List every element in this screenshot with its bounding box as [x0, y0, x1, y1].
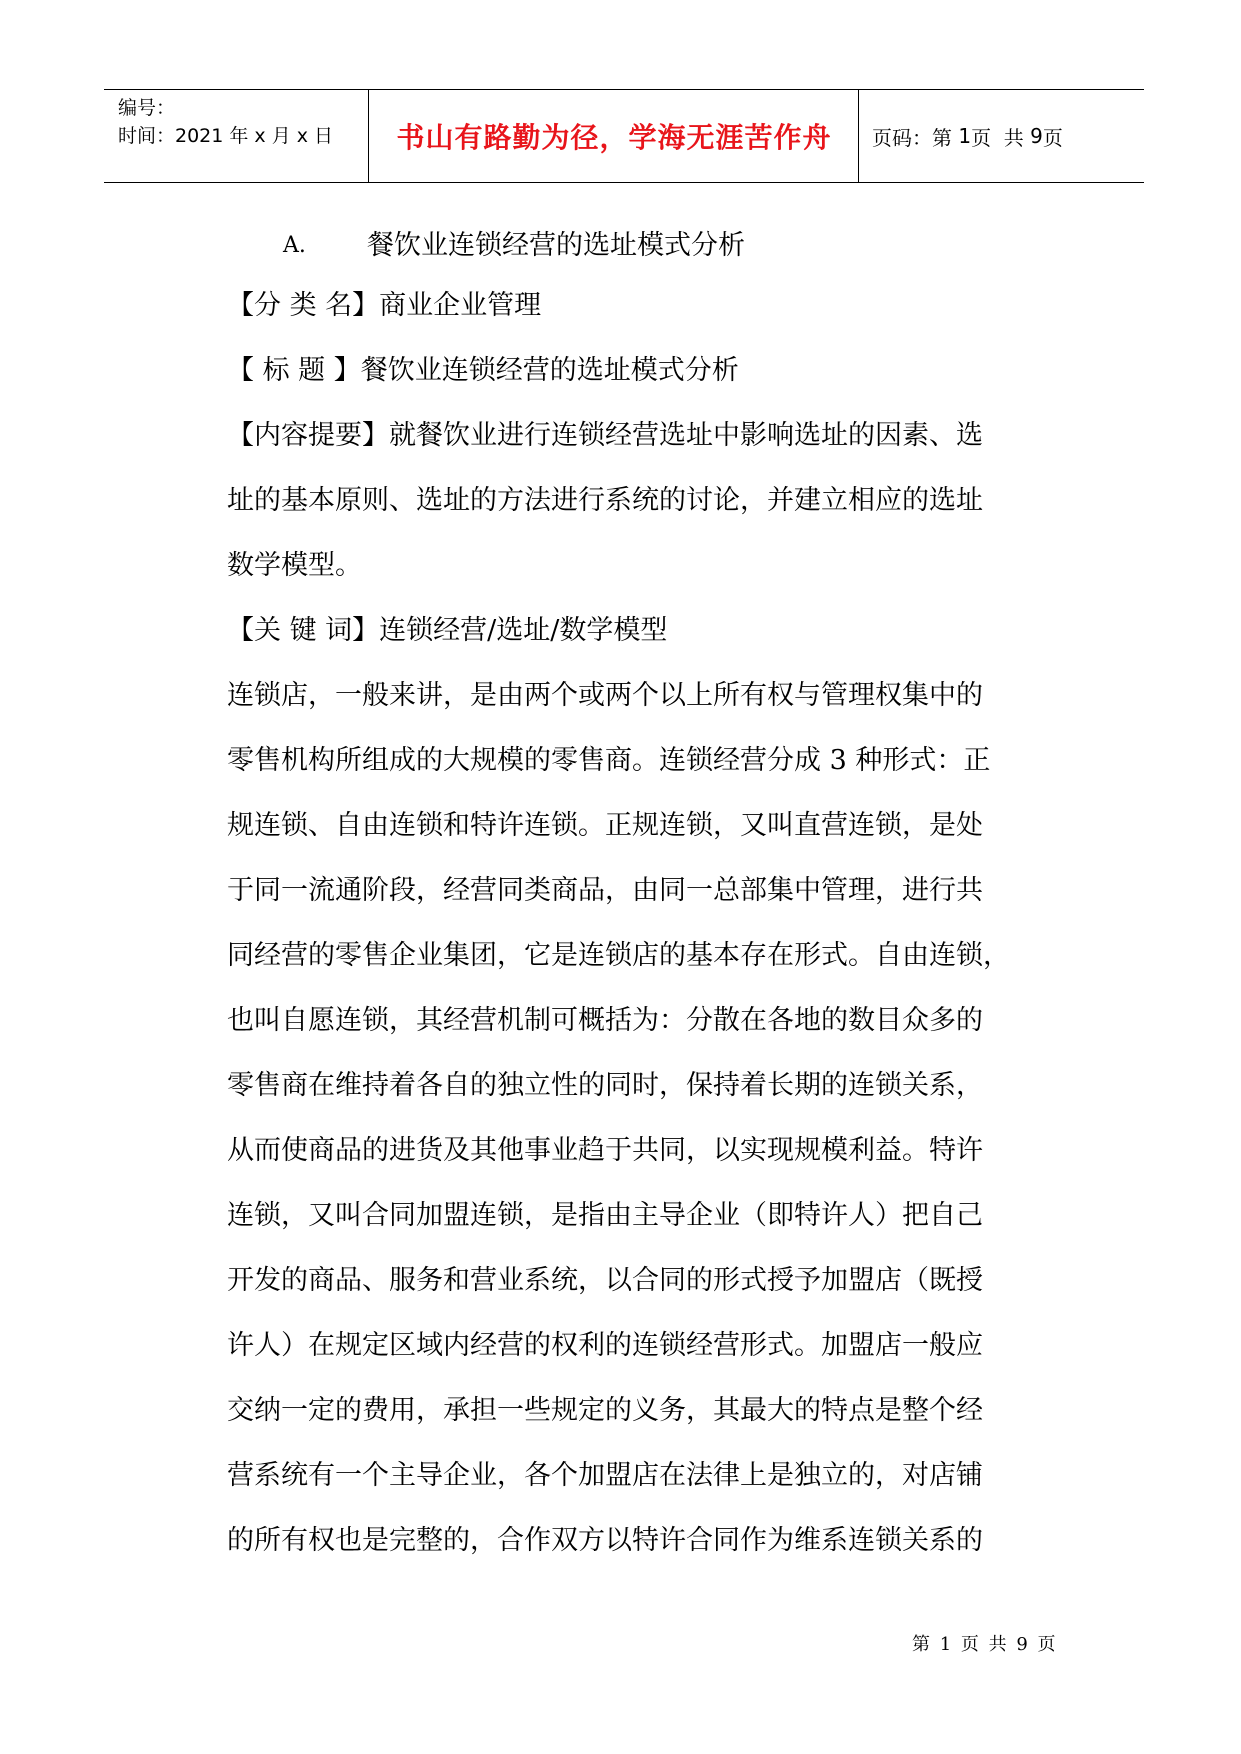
field-line: 【 标 题 】餐饮业连锁经营的选址模式分析	[227, 355, 739, 386]
field-line: 【分 类 名】商业企业管理	[227, 290, 542, 321]
document-title: 餐饮业连锁经营的选址模式分析	[367, 230, 745, 261]
header-page-info	[872, 90, 1140, 182]
page-number: 1	[958, 124, 972, 148]
body-line: 营系统有一个主导企业，各个加盟店在法律上是独立的，对店铺	[227, 1460, 983, 1491]
header-meta	[118, 94, 363, 150]
document-number-label: 编号：	[118, 97, 176, 119]
field-line: 【关 键 词】连锁经营/选址/数学模型	[227, 615, 668, 646]
body-line: 从而使商品的进货及其他事业趋于共同，以实现规模利益。特许	[227, 1135, 983, 1166]
body-line: 的所有权也是完整的，合作双方以特许合同作为维系连锁关系的	[227, 1525, 983, 1556]
body-line: 规连锁、自由连锁和特许连锁。正规连锁，又叫直营连锁，是处	[227, 810, 983, 841]
page-footer: 第 1 页 共 9 页	[912, 1634, 1058, 1655]
header-divider	[368, 90, 369, 182]
title-number: A.	[283, 233, 306, 258]
page-suffix: 页	[1042, 125, 1063, 150]
body-line: 连锁，又叫合同加盟连锁，是指由主导企业（即特许人）把自己	[227, 1200, 983, 1231]
body-line: 也叫自愿连锁，其经营机制可概括为：分散在各地的数目众多的	[227, 1005, 983, 1036]
document-time: 时间：2021 年 x 月 x 日	[118, 125, 334, 147]
field-line: 【内容提要】就餐饮业进行连锁经营选址中影响选址的因素、选	[227, 420, 983, 451]
document-body	[227, 218, 1087, 1578]
page-prefix: 页码：第	[872, 125, 959, 150]
header-divider	[858, 90, 859, 182]
body-line: 零售机构所组成的大规模的零售商。连锁经营分成 3 种形式：正	[227, 745, 991, 776]
document-title-line	[227, 218, 1087, 278]
body-line: 于同一流通阶段，经营同类商品，由同一总部集中管理，进行共	[227, 875, 983, 906]
body-line: 同经营的零售企业集团，它是连锁店的基本存在形式。自由连锁，	[227, 940, 1010, 971]
document-header	[104, 89, 1144, 183]
body-line: 交纳一定的费用，承担一些规定的义务，其最大的特点是整个经	[227, 1395, 983, 1426]
field-line: 数学模型。	[227, 550, 362, 581]
page-mid: 页 共	[971, 125, 1031, 150]
body-line: 零售商在维持着各自的独立性的同时，保持着长期的连锁关系，	[227, 1070, 983, 1101]
body-line: 连锁店，一般来讲，是由两个或两个以上所有权与管理权集中的	[227, 680, 983, 711]
header-motto: 书山有路勤为径，学海无涯苦作舟	[396, 121, 832, 154]
body-line: 开发的商品、服务和营业系统，以合同的形式授予加盟店（既授	[227, 1265, 983, 1296]
body-line: 许人）在规定区域内经营的权利的连锁经营形式。加盟店一般应	[227, 1330, 983, 1361]
page-total: 9	[1030, 124, 1043, 148]
field-line: 址的基本原则、选址的方法进行系统的讨论，并建立相应的选址	[227, 485, 983, 516]
